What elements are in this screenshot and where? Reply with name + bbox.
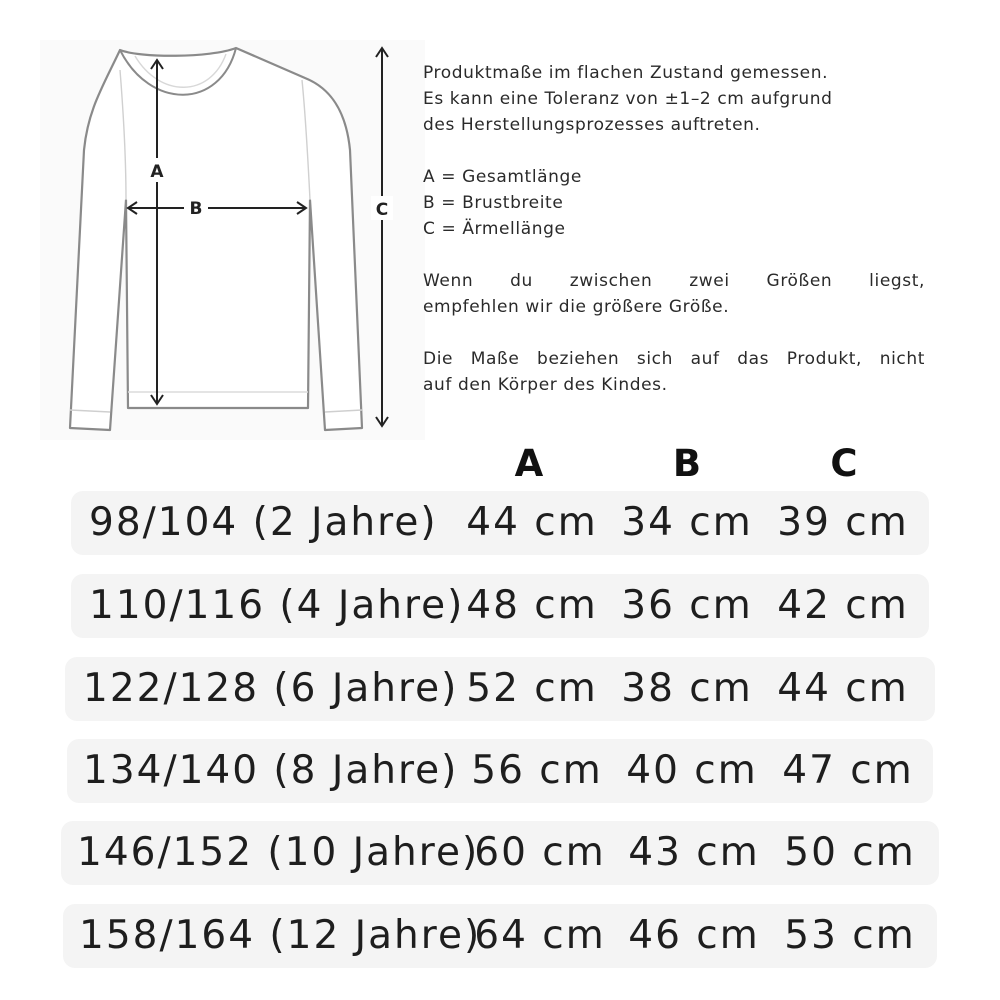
value-a: 48 cm [466,583,598,628]
value-c: 53 cm [784,913,916,958]
value-c: 50 cm [784,830,916,875]
measurement-note-line: Es kann eine Toleranz von ±1–2 cm aufgrund [423,89,833,109]
size-advice [423,268,925,320]
value-b: 40 cm [626,748,758,793]
size-label: 134/140 (8 Jahre) [83,748,459,793]
value-b: 46 cm [628,913,760,958]
column-header-b: B [672,442,702,485]
column-header-c: C [830,442,858,485]
legend-item-a: A = Gesamtlänge [423,167,582,187]
size-row [65,657,935,721]
size-row [63,904,937,968]
legend-item-c: C = Ärmellänge [423,219,566,239]
value-b: 36 cm [621,583,753,628]
value-a: 64 cm [474,913,606,958]
size-label: 122/128 (6 Jahre) [83,666,459,711]
size-advice-line: Wenn du zwischen zwei Größen liegst, [423,271,925,291]
value-c: 47 cm [782,748,914,793]
value-a: 56 cm [471,748,603,793]
shirt-measurement-diagram [40,40,425,440]
longsleeve-shirt-illustration [40,40,425,440]
label-c: C [375,200,389,220]
size-label: 110/116 (4 Jahre) [89,583,465,628]
value-a: 52 cm [466,666,598,711]
product-body-note-line: auf den Körper des Kindes. [423,375,668,395]
size-row [71,574,929,638]
value-b: 38 cm [621,666,753,711]
label-a: A [150,162,164,182]
measurement-note-line: des Herstellungsprozesses auftreten. [423,115,761,135]
size-label: 146/152 (10 Jahre) [77,830,480,875]
product-body-note [423,346,925,398]
column-header-a: A [514,442,544,485]
size-label: 158/164 (12 Jahre) [79,913,482,958]
value-a: 44 cm [466,500,598,545]
product-description [423,60,925,424]
measurement-legend [423,164,925,242]
size-label: 98/104 (2 Jahre) [89,500,438,545]
value-c: 44 cm [777,666,909,711]
size-advice-line: empfehlen wir die größere Größe. [423,297,730,317]
size-row [61,821,939,885]
measurement-note-line: Produktmaße im flachen Zustand gemessen. [423,63,829,83]
value-b: 43 cm [628,830,760,875]
label-b: B [189,199,203,219]
value-c: 42 cm [777,583,909,628]
measurement-note [423,60,925,138]
value-c: 39 cm [777,500,909,545]
value-a: 60 cm [474,830,606,875]
legend-item-b: B = Brustbreite [423,193,564,213]
value-b: 34 cm [621,500,753,545]
size-row [71,491,929,555]
product-body-note-line: Die Maße beziehen sich auf das Produkt, nicht [423,349,925,369]
size-row [67,739,933,803]
